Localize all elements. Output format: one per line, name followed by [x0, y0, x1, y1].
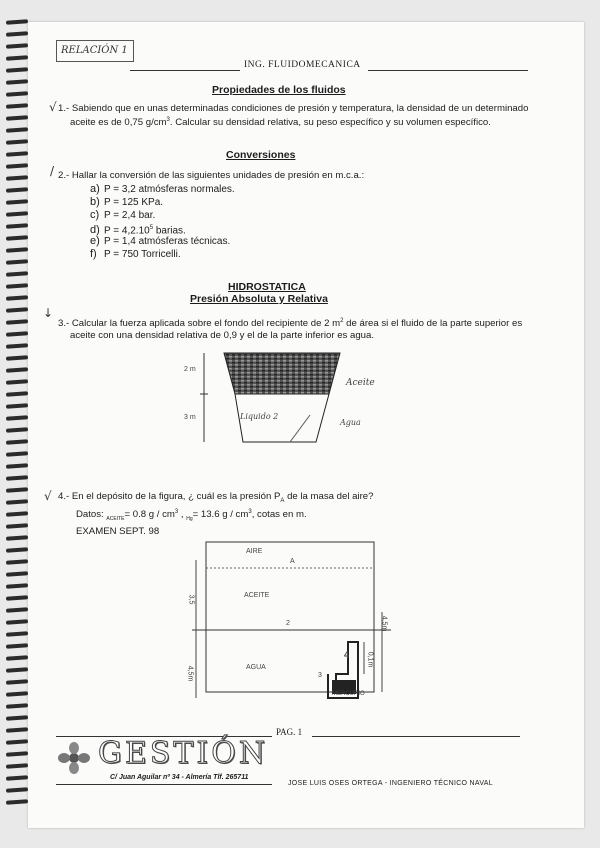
q4-data-sup1: 3 [174, 509, 179, 516]
q2-option-e [90, 235, 230, 248]
relacion-tag [56, 40, 134, 62]
binding-coil [6, 787, 28, 793]
q2-option-f [90, 248, 181, 261]
binding-coil [6, 559, 28, 565]
page-number: PAG. 1 [276, 727, 303, 737]
binding-coil [6, 703, 28, 709]
q1-line1: Sabiendo que en unas determinadas condiciones de presión y temperatura, la densidad de un determinado [71, 103, 529, 114]
q3-line1-post: de área si el fluido de la parte superior es [343, 318, 523, 330]
author-line: JOSE LUIS OSES ORTEGA - INGENIERO TÉCNICO NAVAL [288, 780, 493, 787]
binding-coil [6, 79, 28, 85]
binding-coil [6, 499, 28, 505]
option-letter: f) [90, 248, 97, 260]
binding-coil [6, 295, 28, 301]
option-text: P = 1,4 atmósferas técnicas. [104, 236, 231, 247]
binding-coil [6, 595, 28, 601]
binding-coil [6, 463, 28, 469]
logo-underline [56, 784, 272, 785]
q4-line1-sub: A [280, 497, 285, 504]
option-text: P = 125 KPa. [104, 197, 164, 208]
q4-exam: EXAMEN SEPT. 98 [76, 526, 160, 537]
relacion-tag-text: RELACIÓN 1 [61, 45, 128, 56]
binding-coil [6, 115, 28, 121]
binding-coil [6, 343, 28, 349]
binding-coil [6, 283, 28, 289]
binding-coil [6, 235, 28, 241]
binding-coil [6, 763, 28, 769]
binding-coil [6, 475, 28, 481]
binding-coil [6, 679, 28, 685]
q4-data-mid2: = 13.6 g / cm [192, 509, 249, 521]
binding-coil [6, 187, 28, 193]
q3-dim-bottom: 3 m [184, 414, 196, 421]
binding-coil [6, 403, 28, 409]
binding-coil [6, 619, 28, 625]
binding-coil [6, 139, 28, 145]
q4-dim-45-right: 4,5m [380, 615, 388, 632]
check-mark-icon: √ [49, 100, 57, 114]
option-text: P = 3,2 atmósferas normales. [104, 184, 235, 195]
binding-coil [6, 391, 28, 397]
binding-coil [6, 307, 28, 313]
q3-line1-sup: 2 [340, 318, 344, 324]
oil-layer [224, 353, 340, 394]
q4-label-water: AGUA [246, 664, 266, 671]
q1-line2-post: . Calcular su densidad relativa, su peso específico y su volumen específico. [169, 116, 491, 128]
q4-label-oil: ACEITE [244, 592, 270, 599]
binding-coil [6, 523, 28, 529]
course-header: ING. FLUIDOMECANICA [244, 60, 361, 70]
binding-coil [6, 511, 28, 517]
option-text: P = 750 Torricelli. [104, 249, 181, 260]
q3-line2: aceite con una densidad relativa de 0,9 y el de la parte inferior es agua. [70, 329, 375, 341]
binding-coil [6, 775, 28, 781]
q4-label-mercury: MERCURIO [332, 691, 365, 697]
check-mark-icon: / [50, 164, 55, 178]
header-rule-left [130, 70, 240, 71]
option-letter: d) [90, 224, 100, 237]
binding-coil [6, 427, 28, 433]
q4-data-sub1: ACEITE [106, 516, 125, 523]
q3-number: 3.- [58, 318, 70, 330]
binding-coil [6, 727, 28, 733]
footer-rule-right [312, 736, 520, 737]
question-2 [58, 170, 538, 182]
option-text: P = 2,4 bar. [104, 210, 156, 221]
binding-coil [6, 583, 28, 589]
q3-tank-diagram [190, 350, 390, 450]
binding-coil [6, 367, 28, 373]
check-mark-icon: ↓ [43, 306, 54, 320]
q2-option-c [90, 209, 155, 222]
binding-coil [6, 535, 28, 541]
q4-mark-2: 2 [286, 620, 290, 627]
binding-coil [6, 211, 28, 217]
binding-coil [6, 55, 28, 61]
q1-line2-pre: aceite es de 0,75 g/cm [70, 116, 167, 128]
binding-coil [6, 379, 28, 385]
q4-data-sup2: 3 [248, 509, 252, 516]
binding-coil [6, 271, 28, 277]
q4-label-air: AIRE [246, 548, 263, 555]
q2-option-b [90, 196, 163, 209]
binding-coil [6, 127, 28, 133]
binding-coil [6, 691, 28, 697]
company-logo [62, 736, 282, 784]
binding-coil [6, 487, 28, 493]
binding-coil [6, 67, 28, 73]
q2-number: 2.- [58, 170, 70, 181]
binding-coil [6, 571, 28, 577]
binding-coil [6, 31, 28, 37]
q3-line1-pre: Calcular la fuerza aplicada sobre el fondo del recipiente de 2 m [71, 318, 341, 330]
binding-coil [6, 259, 28, 265]
q4-dim-01: 0,1m [366, 651, 374, 668]
q1-line2-sup: 3 [166, 116, 170, 123]
binding-coil [6, 547, 28, 553]
q4-data-sep: , [178, 509, 187, 521]
binding-coil [6, 331, 28, 337]
binding-coil [6, 451, 28, 457]
q4-data-sub2: Hg [186, 516, 193, 523]
option-letter: e) [90, 235, 100, 247]
q4-line1-post: de la masa del aire? [284, 491, 374, 502]
check-mark-icon: √ [44, 489, 52, 503]
binding-coil [6, 43, 28, 49]
q4-data-pre: Datos: [76, 509, 107, 521]
q4-dim-35: 3,5 [187, 594, 195, 605]
spiral-binding [0, 20, 30, 820]
pressure-subtitle: Presión Absoluta y Relativa [190, 293, 328, 305]
q4-data-mid: = 0.8 g / cm [124, 509, 175, 521]
binding-coil [6, 355, 28, 361]
binding-coil [6, 607, 28, 613]
q4-point-a: A [290, 558, 295, 565]
binding-coil [6, 643, 28, 649]
binding-coil [6, 631, 28, 637]
option-text-pre: P = 4,2.10 [104, 225, 150, 237]
properties-title: Propiedades de los fluidos [212, 84, 346, 96]
option-letter: a) [90, 183, 100, 195]
q2-option-a [90, 183, 235, 196]
pointer-line [290, 415, 310, 442]
conversions-title: Conversiones [226, 149, 296, 161]
q3-label-liquid: Liquido 2 [240, 412, 279, 421]
hydrostatics-title: HIDROSTATICA [228, 281, 306, 293]
binding-coil [6, 19, 28, 25]
binding-coil [6, 175, 28, 181]
option-text-post: barias. [153, 225, 186, 237]
header-rule-right [368, 70, 528, 71]
binding-coil [6, 319, 28, 325]
q3-label-oil: Aceite [346, 378, 375, 388]
binding-coil [6, 163, 28, 169]
flower-icon [54, 742, 94, 774]
company-address: C/ Juan Aguilar nº 34 - Almería Tlf. 265711 [110, 774, 249, 781]
binding-coil [6, 739, 28, 745]
binding-coil [6, 247, 28, 253]
binding-coil [6, 415, 28, 421]
binding-coil [6, 655, 28, 661]
option-sup: 5 [149, 225, 154, 231]
binding-coil [6, 151, 28, 157]
q2-text: Hallar la conversión de las siguientes unidades de presión en m.c.a.: [71, 170, 365, 181]
question-4 [58, 491, 538, 538]
binding-coil [6, 715, 28, 721]
binding-coil [6, 199, 28, 205]
binding-coil [6, 439, 28, 445]
binding-coil [6, 799, 28, 805]
binding-coil [6, 667, 28, 673]
question-3 [58, 316, 538, 341]
logo-text: GESTIÓN [98, 736, 269, 771]
q3-label-water: Agua [340, 418, 361, 427]
option-letter: b) [90, 196, 100, 208]
q4-line1-pre: En el depósito de la figura, ¿ cuál es la presión P [71, 491, 281, 502]
binding-coil [6, 91, 28, 97]
binding-coil [6, 223, 28, 229]
question-1 [58, 103, 538, 128]
q4-mark-3: 3 [318, 672, 322, 679]
q4-mark-4: 4 [344, 650, 350, 660]
q4-data-post: , cotas en m. [251, 509, 307, 521]
q4-number: 4.- [58, 491, 70, 502]
q4-dim-45-left: 4,5m [186, 665, 194, 682]
binding-coil [6, 103, 28, 109]
option-letter: c) [90, 209, 100, 221]
q1-number: 1.- [58, 103, 70, 114]
q3-dim-top: 2 m [184, 366, 196, 373]
binding-coil [6, 751, 28, 757]
